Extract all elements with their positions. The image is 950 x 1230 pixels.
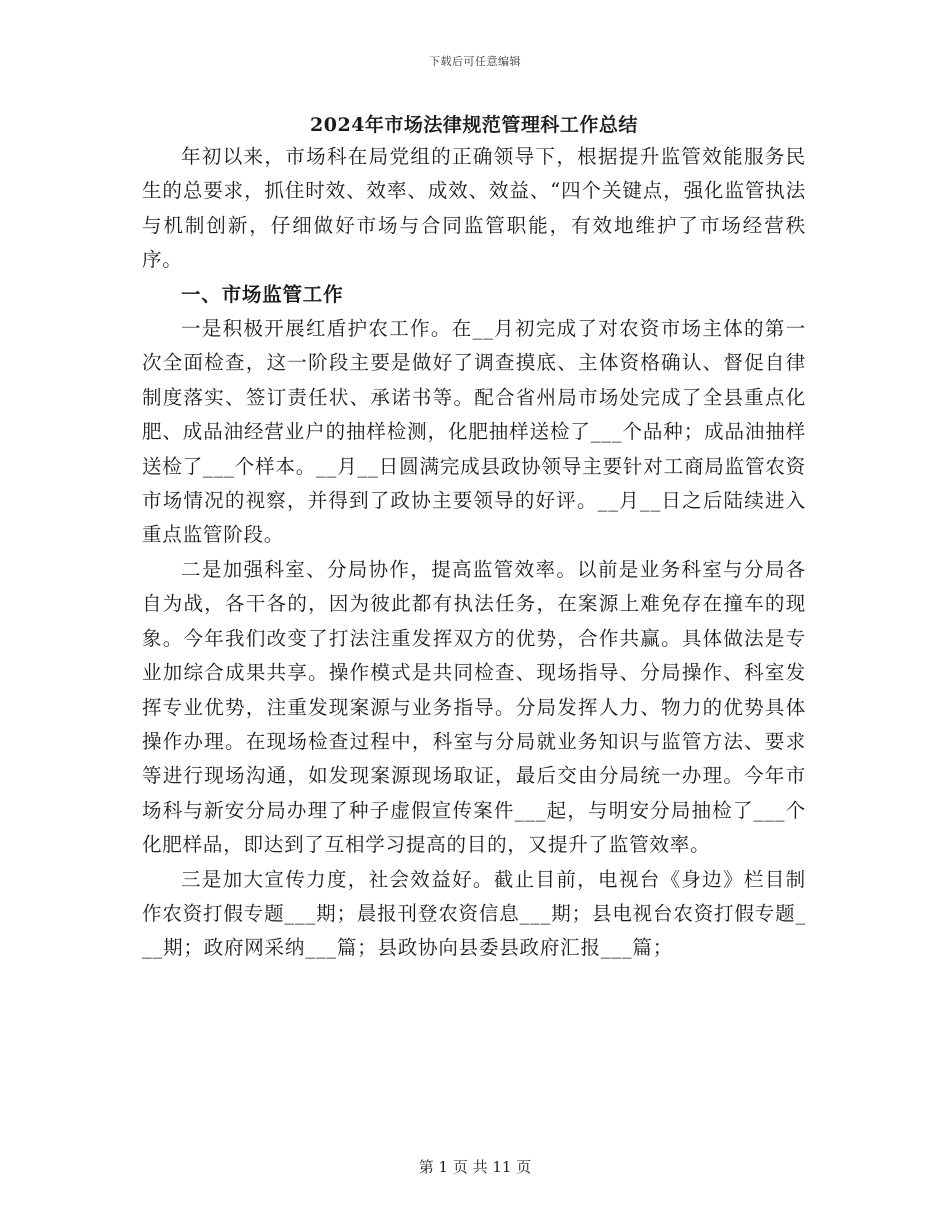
page-header-note: 下载后可任意编辑 — [429, 55, 521, 68]
paragraph-publicity: 三是加大宣传力度，社会效益好。截止目前，电视台《身边》栏目制作农资打假专题___期；晨报刊登农资信息___期；县电视台农资打假专题___期；政府网采纳___篇；县政协向县委县政府汇报___篇； — [142, 867, 806, 960]
page-number: 第 1 页 共 11 页 — [418, 1158, 532, 1176]
paragraph-red-shield: 一是积极开展红盾护农工作。在__月初完成了对农资市场主体的第一次全面检查，这一阶段主要是做好了调查摸底、主体资格确认、督促自律制度落实、签订责任状、承诺书等。配合省州局市场处完成了全县重点化肥、成品油经营业户的抽样检测，化肥抽样送检了___个品种；成品油抽样送检了___个样本。__月__日圆满完成县政协领导主要针对工商局监管农资市场情况的视察，并得到了政协主要领导的好评。__月__日之后陆续进入重点监管阶段。 — [142, 317, 806, 547]
document-body — [142, 110, 806, 966]
document-title: 2024年市场法律规范管理科工作总结 — [310, 114, 638, 136]
paragraph-collaboration: 二是加强科室、分局协作，提高监管效率。以前是业务科室与分局各自为战，各干各的，因为彼此都有执法任务，在案源上难免存在撞车的现象。今年我们改变了打法注重发挥双方的优势，合作共赢。具体做法是专业加综合成果共享。操作模式是共同检查、现场指导、分局操作、科室发挥专业优势，注重发现案源与业务指导。分局发挥人力、物力的优势具体操作办理。在现场检查过程中，科室与分局就业务知识与监管方法、要求等进行现场沟通，如发现案源现场取证，最后交由分局统一办理。今年市场科与新安分局办理了种子虚假宣传案件___起，与明安分局抽检了___个化肥样品，即达到了互相学习提高的目的，又提升了监管效率。 — [142, 557, 807, 857]
section-heading-market-supervision: 一、市场监管工作 — [181, 282, 344, 306]
intro-paragraph: 年初以来，市场科在局党组的正确领导下，根据提升监管效能服务民生的总要求，抓住时效、效率、成效、效益、“四个关键点，强化监管执法与机制创新，仔细做好市场与合同监管职能，有效地维护了市场经营秩序。 — [142, 145, 806, 272]
